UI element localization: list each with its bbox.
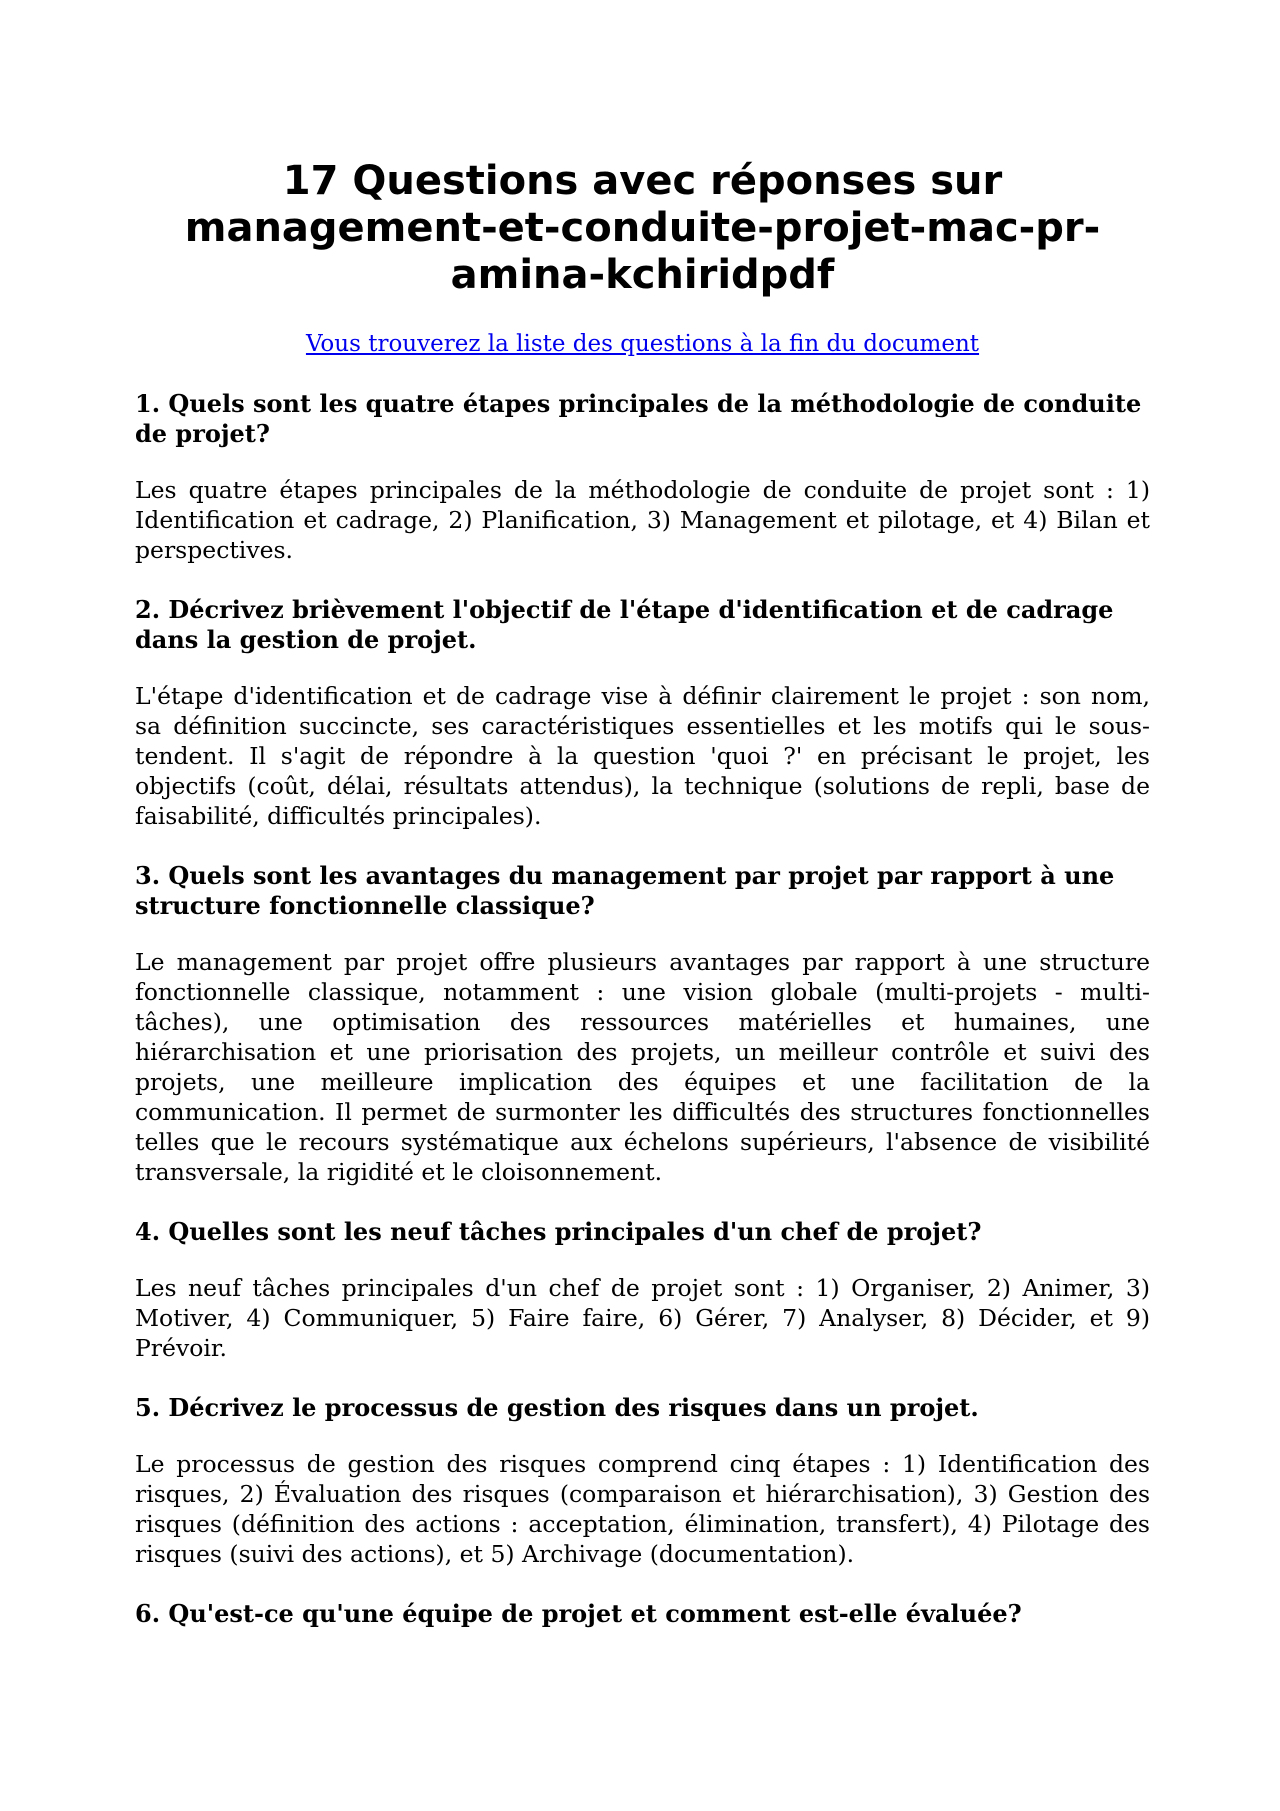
qa-item-2 <box>135 595 1150 831</box>
question-heading: 2. Décrivez brièvement l'objectif de l'étape d'identification et de cadrage dans la gestion de projet. <box>135 595 1114 654</box>
questions-list-link[interactable]: Vous trouverez la liste des questions à la fin du document <box>305 331 980 357</box>
question-heading: 5. Décrivez le processus de gestion des risques dans un projet. <box>135 1393 979 1422</box>
qa-item-3 <box>135 861 1150 1187</box>
qa-item-4 <box>135 1217 1150 1363</box>
question-heading: 1. Quels sont les quatre étapes principales de la méthodologie de conduite de projet? <box>135 389 1142 448</box>
question-heading: 3. Quels sont les avantages du management par projet par rapport à une structure fonctionnelle classique? <box>135 861 1115 920</box>
question-heading: 6. Qu'est-ce qu'une équipe de projet et comment est-elle évaluée? <box>135 1599 1022 1628</box>
question-heading: 4. Quelles sont les neuf tâches principales d'un chef de projet? <box>135 1217 982 1246</box>
document-title: 17 Questions avec réponses sur management-et-conduite-projet-mac-pr-amina-kchiridpdf <box>184 158 1101 298</box>
answer-paragraph: Les neuf tâches principales d'un chef de projet sont : 1) Organiser, 2) Animer, 3) Motiver, 4) Communiquer, 5) Faire faire, 6) Gérer, 7) Analyser, 8) Décider, et 9) Prévoir. <box>135 1274 1150 1362</box>
answer-paragraph: Les quatre étapes principales de la méthodologie de conduite de projet sont : 1) Identification et cadrage, 2) Planification, 3) Management et pilotage, et 4) Bilan et perspectives. <box>135 476 1150 564</box>
qa-item-5 <box>135 1393 1150 1569</box>
answer-paragraph: Le processus de gestion des risques comprend cinq étapes : 1) Identification des risques, 2) Évaluation des risques (comparaison et hiérarchisation), 3) Gestion des risques (définition des actions : acceptation, élimination, transfert), 4) Pilotage des risques (suivi des actions), et 5) Archivage (documentation). <box>135 1450 1150 1568</box>
qa-item-6 <box>135 1599 1150 1629</box>
qa-item-1 <box>135 389 1150 565</box>
answer-paragraph: Le management par projet offre plusieurs avantages par rapport à une structure fonctionnelle classique, notamment : une vision globale (multi-projets - multi-tâches), une optimisation des ressources matérielles et humaines, une hiérarchisation et une priorisation des projets, un meilleur contrôle et suivi des projets, une meilleure implication des équipes et une facilitation de la communication. Il permet de surmonter les difficultés des structures fonctionnelles telles que le recours systématique aux échelons supérieurs, l'absence de visibilité transversale, la rigidité et le cloisonnement. <box>135 948 1150 1186</box>
answer-paragraph: L'étape d'identification et de cadrage vise à définir clairement le projet : son nom, sa définition succincte, ses caractéristiques essentielles et les motifs qui le sous-tendent. Il s'agit de répondre à la question 'quoi ?' en précisant le projet, les objectifs (coût, délai, résultats attendus), la technique (solutions de repli, base de faisabilité, difficultés principales). <box>135 682 1150 830</box>
document-page <box>135 158 1150 1629</box>
